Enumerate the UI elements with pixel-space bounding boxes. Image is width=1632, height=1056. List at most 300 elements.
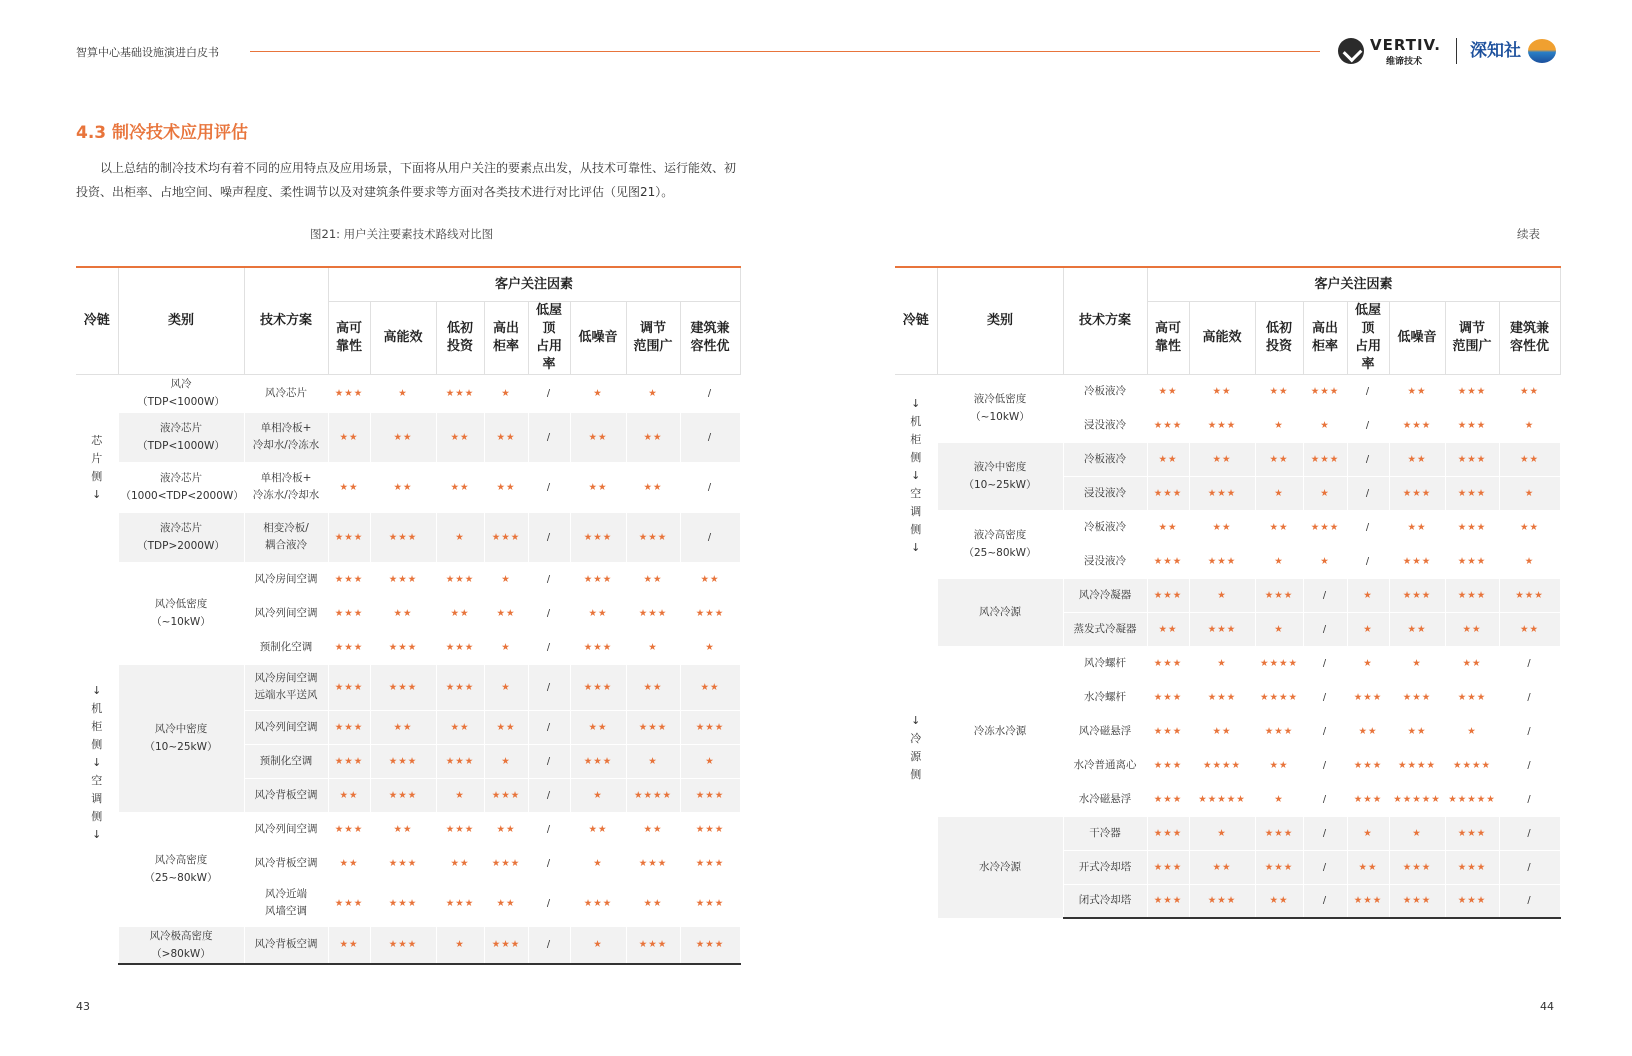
- rating-cell: ★★: [680, 664, 740, 710]
- rating-cell: ★★★: [370, 778, 436, 812]
- rating-cell: ★★★: [1303, 442, 1347, 476]
- rating-cell: /: [680, 374, 740, 412]
- rating-cell: ★★★: [328, 710, 370, 744]
- rating-cell: ★: [626, 744, 680, 778]
- rating-cell: ★★: [1389, 714, 1445, 748]
- rating-cell: /: [528, 926, 570, 964]
- category-cell: 风冷低密度 （~10kW）: [118, 562, 244, 664]
- comparison-table-right: [895, 266, 1561, 919]
- scheme-cell: 冷板液冷: [1063, 510, 1147, 544]
- rating-cell: ★: [1347, 578, 1389, 612]
- rating-cell: ★★: [1255, 442, 1303, 476]
- scheme-cell: 风冷螺杆: [1063, 646, 1147, 680]
- rating-cell: ★★: [1189, 374, 1255, 408]
- rating-cell: ★★★: [436, 664, 484, 710]
- rating-cell: ★★: [1147, 510, 1189, 544]
- rating-cell: ★★★: [370, 846, 436, 880]
- rating-cell: /: [1347, 544, 1389, 578]
- rating-cell: ★★★: [370, 744, 436, 778]
- rating-cell: ★★★: [1255, 816, 1303, 850]
- chain-char: 芯: [91, 434, 103, 447]
- rating-cell: ★★: [328, 926, 370, 964]
- rating-cell: ★★★★: [1445, 748, 1499, 782]
- rating-cell: ★★★: [1389, 408, 1445, 442]
- rating-cell: ★★: [436, 596, 484, 630]
- rating-cell: ★★: [328, 778, 370, 812]
- rating-cell: ★★: [436, 710, 484, 744]
- rating-cell: ★★★: [1255, 578, 1303, 612]
- rating-cell: ★★★: [1445, 578, 1499, 612]
- table-row: [895, 646, 1560, 680]
- rating-cell: ★: [570, 846, 626, 880]
- scheme-cell: 风冷近端 风墙空调: [244, 880, 328, 926]
- rating-cell: /: [1303, 612, 1347, 646]
- page-number-right: 44: [1540, 1000, 1554, 1013]
- header-factor: 低初 投资: [1255, 301, 1303, 374]
- rating-cell: ★★★: [1347, 782, 1389, 816]
- rating-cell: ★★: [1499, 510, 1560, 544]
- category-cell: 冷冻水冷源: [937, 646, 1063, 816]
- rating-cell: ★: [370, 374, 436, 412]
- rating-cell: /: [528, 846, 570, 880]
- scheme-cell: 预制化空调: [244, 630, 328, 664]
- chain-char: 柜: [91, 720, 103, 733]
- category-cell: 液冷低密度 （~10kW）: [937, 374, 1063, 442]
- scheme-cell: 水冷螺杆: [1063, 680, 1147, 714]
- scheme-cell: 干冷器: [1063, 816, 1147, 850]
- header-factor: 调节 范围广: [626, 301, 680, 374]
- rating-cell: /: [1499, 782, 1560, 816]
- rating-cell: ★★★: [1389, 680, 1445, 714]
- rating-cell: ★★★: [626, 846, 680, 880]
- rating-cell: /: [528, 664, 570, 710]
- rating-cell: ★★★: [680, 596, 740, 630]
- table-row: [76, 664, 740, 710]
- rating-cell: ★★: [1389, 510, 1445, 544]
- rating-cell: ★: [1255, 544, 1303, 578]
- scheme-cell: 水冷普通离心: [1063, 748, 1147, 782]
- rating-cell: ★: [1445, 714, 1499, 748]
- rating-cell: ★★: [626, 412, 680, 462]
- category-cell: 风冷中密度 （10~25kW）: [118, 664, 244, 812]
- scheme-cell: 单相冷板+ 冷却水/冷冻水: [244, 412, 328, 462]
- rating-cell: ★★: [1189, 442, 1255, 476]
- rating-cell: ★: [1189, 816, 1255, 850]
- vertiv-logo-sub: 维谛技术: [1386, 57, 1423, 67]
- chain-char: ↓: [92, 488, 102, 501]
- rating-cell: ★★: [1445, 612, 1499, 646]
- rating-cell: ★★★: [370, 630, 436, 664]
- chain-char: ↓: [911, 541, 921, 554]
- rating-cell: /: [1303, 680, 1347, 714]
- rating-cell: ★★: [1347, 714, 1389, 748]
- rating-cell: ★: [1347, 816, 1389, 850]
- rating-cell: ★★★: [436, 744, 484, 778]
- rating-cell: ★★: [1389, 442, 1445, 476]
- rating-cell: ★★: [370, 812, 436, 846]
- chain-char: 侧: [910, 768, 922, 781]
- rating-cell: /: [528, 596, 570, 630]
- scheme-cell: 闭式冷却塔: [1063, 884, 1147, 918]
- rating-cell: ★★★: [484, 846, 528, 880]
- rating-cell: /: [1303, 850, 1347, 884]
- scheme-cell: 风冷芯片: [244, 374, 328, 412]
- rating-cell: ★★★: [370, 880, 436, 926]
- rating-cell: ★★: [1499, 374, 1560, 408]
- scheme-cell: 相变冷板/ 耦合液冷: [244, 512, 328, 562]
- rating-cell: ★★★: [1389, 578, 1445, 612]
- rating-cell: ★★★: [1445, 510, 1499, 544]
- rating-cell: /: [1347, 476, 1389, 510]
- partner-logo: [1470, 36, 1560, 66]
- scheme-cell: 浸没液冷: [1063, 544, 1147, 578]
- rating-cell: ★★★: [1347, 748, 1389, 782]
- rating-cell: /: [1303, 884, 1347, 918]
- scheme-cell: 浸没液冷: [1063, 408, 1147, 442]
- rating-cell: ★★: [626, 562, 680, 596]
- scheme-cell: 风冷房间空调 远端水平送风: [244, 664, 328, 710]
- rating-cell: ★: [1255, 408, 1303, 442]
- rating-cell: ★: [626, 630, 680, 664]
- chain-char: 侧: [910, 523, 922, 536]
- rating-cell: ★★★: [1147, 884, 1189, 918]
- rating-cell: ★: [1499, 408, 1560, 442]
- rating-cell: ★★: [484, 462, 528, 512]
- rating-cell: ★★★★: [626, 778, 680, 812]
- chain-char: 侧: [91, 810, 103, 823]
- rating-cell: /: [680, 462, 740, 512]
- scheme-cell: 风冷房间空调: [244, 562, 328, 596]
- rating-cell: ★★★: [1147, 578, 1189, 612]
- rating-cell: ★★: [328, 412, 370, 462]
- rating-cell: ★★★: [1189, 544, 1255, 578]
- rating-cell: ★★★: [1445, 544, 1499, 578]
- header-category: 类别: [118, 267, 244, 374]
- rating-cell: /: [680, 412, 740, 462]
- partner-logo-name: 深知社: [1470, 41, 1521, 61]
- rating-cell: ★★: [626, 664, 680, 710]
- scheme-cell: 水冷磁悬浮: [1063, 782, 1147, 816]
- scheme-cell: 浸没液冷: [1063, 476, 1147, 510]
- rating-cell: ★★★★: [1255, 680, 1303, 714]
- header-factor: 低噪音: [1389, 301, 1445, 374]
- rating-cell: /: [528, 880, 570, 926]
- section-title: 4.3 制冷技术应用评估: [76, 123, 249, 143]
- rating-cell: ★: [484, 744, 528, 778]
- rating-cell: ★★★: [680, 710, 740, 744]
- rating-cell: ★★: [570, 412, 626, 462]
- rating-cell: ★★★: [570, 562, 626, 596]
- rating-cell: ★★★: [1347, 680, 1389, 714]
- rating-cell: ★★: [328, 846, 370, 880]
- chain-char: 柜: [910, 433, 922, 446]
- rating-cell: ★★★: [1445, 374, 1499, 408]
- scheme-cell: 风冷背板空调: [244, 926, 328, 964]
- chain-char: 片: [91, 452, 103, 465]
- rating-cell: ★: [484, 630, 528, 664]
- chain-char: 冷: [910, 732, 922, 745]
- chain-char: 调: [91, 792, 103, 805]
- header-factor: 高出 柜率: [1303, 301, 1347, 374]
- table-row: [76, 926, 740, 964]
- rating-cell: ★★★: [1147, 850, 1189, 884]
- vertiv-logo: [1338, 36, 1448, 68]
- header-factors-group: 客户关注因素: [1147, 267, 1560, 301]
- rating-cell: ★★: [436, 462, 484, 512]
- rating-cell: ★★: [1347, 850, 1389, 884]
- category-cell: 液冷中密度 （10~25kW）: [937, 442, 1063, 510]
- rating-cell: ★★★: [1147, 544, 1189, 578]
- category-cell: 液冷高密度 （25~80kW）: [937, 510, 1063, 578]
- rating-cell: ★★★: [1147, 816, 1189, 850]
- chain-char: 侧: [91, 470, 103, 483]
- rating-cell: /: [528, 710, 570, 744]
- rating-cell: ★★★: [680, 880, 740, 926]
- header-factor: 高能效: [370, 301, 436, 374]
- rating-cell: ★★★: [1445, 408, 1499, 442]
- chain-cell: [76, 374, 118, 562]
- rating-cell: ★★★: [436, 630, 484, 664]
- table-row: [76, 512, 740, 562]
- rating-cell: ★★★: [1147, 748, 1189, 782]
- table-row: [895, 816, 1560, 850]
- table-row: [895, 578, 1560, 612]
- rating-cell: ★★★: [570, 664, 626, 710]
- chain-char: ↓: [911, 469, 921, 482]
- chain-char: 侧: [910, 451, 922, 464]
- header-scheme: 技术方案: [1063, 267, 1147, 374]
- table-row: [76, 812, 740, 846]
- rating-cell: ★: [1303, 544, 1347, 578]
- rating-cell: ★★★: [370, 562, 436, 596]
- rating-cell: /: [528, 630, 570, 664]
- rating-cell: ★★★: [484, 778, 528, 812]
- rating-cell: /: [1499, 884, 1560, 918]
- scheme-cell: 蒸发式冷凝器: [1063, 612, 1147, 646]
- rating-cell: ★: [484, 374, 528, 412]
- table-row: [895, 374, 1560, 408]
- globe-icon: [1528, 39, 1556, 63]
- rating-cell: ★★: [1255, 374, 1303, 408]
- chain-cell: [895, 374, 937, 578]
- rating-cell: ★★: [626, 812, 680, 846]
- chain-char: ↓: [911, 714, 921, 727]
- rating-cell: ★★: [1147, 612, 1189, 646]
- rating-cell: ★: [1189, 646, 1255, 680]
- rating-cell: ★★★★★: [1189, 782, 1255, 816]
- rating-cell: ★: [1303, 408, 1347, 442]
- scheme-cell: 单相冷板+ 冷冻水/冷却水: [244, 462, 328, 512]
- table-row: [76, 412, 740, 462]
- rating-cell: ★: [1389, 816, 1445, 850]
- header-factors-group: 客户关注因素: [328, 267, 740, 301]
- category-cell: 风冷高密度 （25~80kW）: [118, 812, 244, 926]
- rating-cell: /: [528, 812, 570, 846]
- rating-cell: ★★★: [436, 562, 484, 596]
- scheme-cell: 风冷冷凝器: [1063, 578, 1147, 612]
- rating-cell: ★: [484, 664, 528, 710]
- rating-cell: ★★★: [328, 744, 370, 778]
- rating-cell: ★★★: [570, 630, 626, 664]
- scheme-cell: 风冷背板空调: [244, 778, 328, 812]
- chain-char: ↓: [911, 397, 921, 410]
- header-divider-line: [250, 51, 1320, 52]
- rating-cell: ★: [570, 778, 626, 812]
- category-cell: 水冷冷源: [937, 816, 1063, 918]
- table-row: [895, 442, 1560, 476]
- header-factor: 建筑兼 容性优: [1499, 301, 1560, 374]
- scheme-cell: 开式冷却塔: [1063, 850, 1147, 884]
- rating-cell: ★★★: [1189, 476, 1255, 510]
- rating-cell: ★★: [1445, 646, 1499, 680]
- rating-cell: /: [1499, 646, 1560, 680]
- rating-cell: /: [1303, 748, 1347, 782]
- rating-cell: ★★★: [328, 880, 370, 926]
- rating-cell: ★★: [570, 462, 626, 512]
- rating-cell: /: [528, 512, 570, 562]
- rating-cell: ★★★: [626, 926, 680, 964]
- document-header-title: 智算中心基础设施演进白皮书: [76, 46, 219, 59]
- header-factor: 高可 靠性: [1147, 301, 1189, 374]
- rating-cell: /: [528, 562, 570, 596]
- chain-char: ↓: [92, 684, 102, 697]
- chain-char: 空: [910, 487, 922, 500]
- rating-cell: ★★★: [484, 512, 528, 562]
- category-cell: 风冷极高密度 （>80kW）: [118, 926, 244, 964]
- chain-char: 调: [910, 505, 922, 518]
- rating-cell: ★: [1255, 476, 1303, 510]
- rating-cell: /: [528, 744, 570, 778]
- figure-caption: 图21: 用户关注要素技术路线对比图: [310, 227, 494, 241]
- rating-cell: /: [528, 462, 570, 512]
- header-factor: 低屋顶 占用率: [1347, 301, 1389, 374]
- rating-cell: ★★: [570, 710, 626, 744]
- rating-cell: ★★★: [370, 926, 436, 964]
- intro-paragraph: 以上总结的制冷技术均有着不同的应用特点及应用场景，下面将从用户关注的要素点出发，从技术可靠性、运行能效、初投资、出柜率、占地空间、噪声程度、柔性调节以及对建筑条件要求等方面对各类技术进行对比评估（见图21）。: [76, 161, 737, 199]
- rating-cell: ★★★: [328, 374, 370, 412]
- rating-cell: /: [1499, 816, 1560, 850]
- chain-char: ↓: [92, 828, 102, 841]
- rating-cell: ★★★: [680, 778, 740, 812]
- rating-cell: ★★★★★: [1389, 782, 1445, 816]
- page-number-left: 43: [76, 1000, 90, 1013]
- rating-cell: ★: [570, 926, 626, 964]
- rating-cell: ★★: [370, 412, 436, 462]
- rating-cell: /: [1499, 714, 1560, 748]
- chain-cell: [76, 562, 118, 964]
- header-factor: 高可 靠性: [328, 301, 370, 374]
- rating-cell: ★★★★: [1389, 748, 1445, 782]
- rating-cell: ★★★: [570, 880, 626, 926]
- rating-cell: ★★★: [1147, 782, 1189, 816]
- chain-char: 机: [91, 702, 103, 715]
- scheme-cell: 冷板液冷: [1063, 442, 1147, 476]
- rating-cell: ★: [436, 778, 484, 812]
- rating-cell: ★★★: [1147, 646, 1189, 680]
- rating-cell: ★★★: [1189, 680, 1255, 714]
- table-row: [895, 510, 1560, 544]
- rating-cell: ★★: [484, 880, 528, 926]
- rating-cell: ★: [1389, 646, 1445, 680]
- rating-cell: ★★: [370, 596, 436, 630]
- rating-cell: ★★: [570, 596, 626, 630]
- vertiv-logo-name: VERTIV.: [1370, 36, 1441, 54]
- rating-cell: ★★★: [1389, 850, 1445, 884]
- rating-cell: ★★★: [1389, 476, 1445, 510]
- rating-cell: ★★: [626, 462, 680, 512]
- rating-cell: ★★★: [1255, 850, 1303, 884]
- rating-cell: ★: [570, 374, 626, 412]
- rating-cell: ★★: [570, 812, 626, 846]
- rating-cell: ★: [1255, 782, 1303, 816]
- rating-cell: ★★★: [1147, 680, 1189, 714]
- rating-cell: ★★★★: [1255, 646, 1303, 680]
- rating-cell: ★★★: [328, 630, 370, 664]
- rating-cell: ★★★: [328, 812, 370, 846]
- rating-cell: ★: [1189, 578, 1255, 612]
- header-factor: 低初 投资: [436, 301, 484, 374]
- header-factor: 高能效: [1189, 301, 1255, 374]
- rating-cell: ★★: [436, 412, 484, 462]
- scheme-cell: 冷板液冷: [1063, 374, 1147, 408]
- chain-char: 侧: [91, 738, 103, 751]
- header-factor: 调节 范围广: [1445, 301, 1499, 374]
- header-factor: 低噪音: [570, 301, 626, 374]
- rating-cell: ★★: [626, 880, 680, 926]
- rating-cell: /: [1499, 748, 1560, 782]
- rating-cell: ★: [484, 562, 528, 596]
- rating-cell: /: [528, 374, 570, 412]
- rating-cell: ★★★: [570, 512, 626, 562]
- scheme-cell: 预制化空调: [244, 744, 328, 778]
- header-chain: 冷链: [895, 267, 937, 374]
- rating-cell: ★★★: [370, 512, 436, 562]
- rating-cell: ★★: [1389, 612, 1445, 646]
- rating-cell: ★★★★: [1189, 748, 1255, 782]
- rating-cell: ★: [1347, 646, 1389, 680]
- rating-cell: ★★★: [680, 812, 740, 846]
- rating-cell: /: [1347, 442, 1389, 476]
- rating-cell: ★★★: [1147, 714, 1189, 748]
- rating-cell: ★★★: [1189, 612, 1255, 646]
- rating-cell: ★: [680, 744, 740, 778]
- rating-cell: ★★★: [626, 512, 680, 562]
- rating-cell: ★★★: [1445, 476, 1499, 510]
- rating-cell: /: [1303, 578, 1347, 612]
- rating-cell: ★★★: [370, 664, 436, 710]
- rating-cell: ★★: [1499, 612, 1560, 646]
- rating-cell: ★★★: [570, 744, 626, 778]
- rating-cell: ★★★: [680, 846, 740, 880]
- header-scheme: 技术方案: [244, 267, 328, 374]
- rating-cell: /: [1303, 714, 1347, 748]
- rating-cell: ★: [436, 926, 484, 964]
- rating-cell: ★★: [436, 846, 484, 880]
- scheme-cell: 风冷列间空调: [244, 812, 328, 846]
- rating-cell: ★★★: [484, 926, 528, 964]
- category-cell: 液冷芯片 （1000<TDP<2000W）: [118, 462, 244, 512]
- rating-cell: ★★★: [436, 812, 484, 846]
- chain-char: 源: [910, 750, 922, 763]
- header-chain: 冷链: [76, 267, 118, 374]
- rating-cell: ★★★: [1189, 884, 1255, 918]
- chain-cell: [895, 578, 937, 918]
- rating-cell: /: [1303, 816, 1347, 850]
- rating-cell: ★★: [484, 596, 528, 630]
- scheme-cell: 风冷列间空调: [244, 710, 328, 744]
- rating-cell: ★★★: [328, 512, 370, 562]
- header-category: 类别: [937, 267, 1063, 374]
